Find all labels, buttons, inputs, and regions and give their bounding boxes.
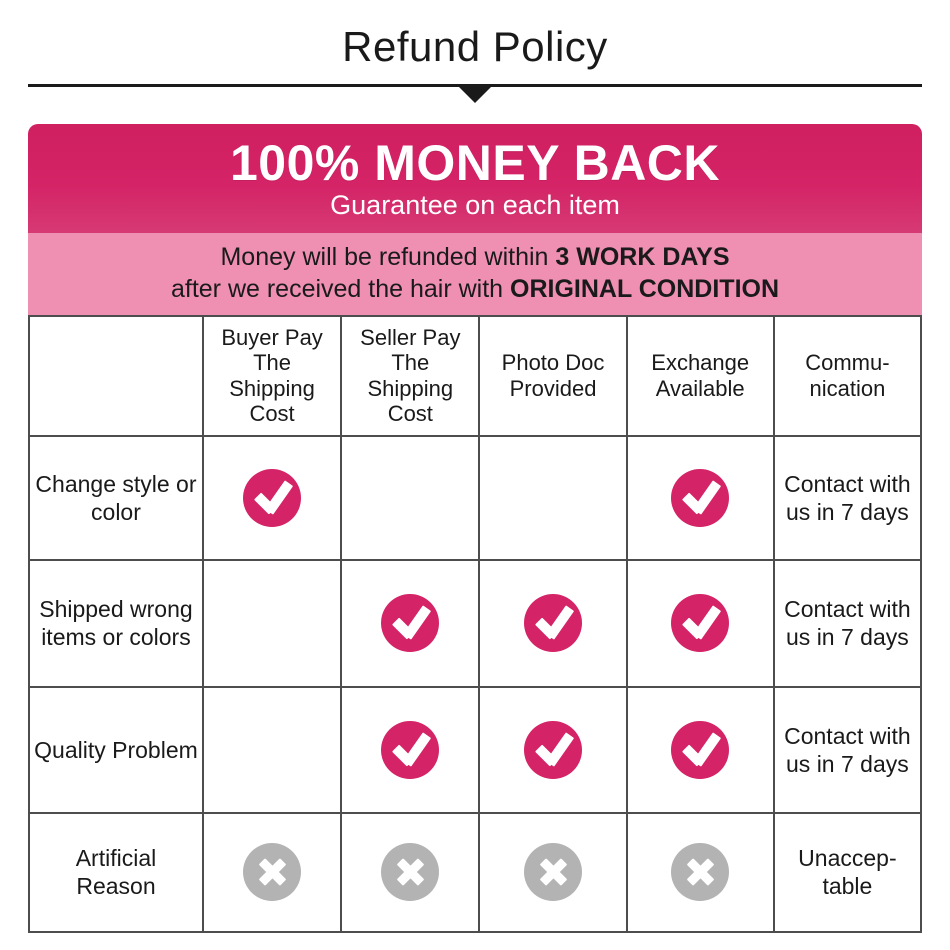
cell-buyer-pay — [203, 813, 341, 932]
header-communication: Commu- nication — [774, 316, 921, 436]
banner-bottom-section — [28, 233, 922, 315]
check-icon — [243, 469, 301, 527]
policy-table-wrapper — [28, 315, 922, 933]
header-buyer-pay-shipping: Buyer Pay The Shipping Cost — [203, 316, 341, 436]
banner-headline: 100% MONEY BACK — [229, 135, 721, 192]
cell-exchange — [627, 813, 774, 932]
header-seller-pay-shipping: Seller Pay The Shipping Cost — [341, 316, 479, 436]
header-exchange-available: Exchange Available — [627, 316, 774, 436]
banner-top-section — [28, 124, 922, 233]
check-icon — [671, 721, 729, 779]
cell-buyer-pay — [203, 560, 341, 687]
banner-line-1-emphasis: 3 WORK DAYS — [555, 242, 730, 271]
check-icon — [524, 721, 582, 779]
cell-communication: Contact with us in 7 days — [774, 687, 921, 813]
table-row — [29, 687, 921, 813]
cross-icon — [243, 843, 301, 901]
cell-buyer-pay — [203, 436, 341, 560]
cross-icon — [381, 843, 439, 901]
cell-seller-pay — [341, 560, 479, 687]
table-row — [29, 560, 921, 687]
cell-seller-pay — [341, 436, 479, 560]
check-icon — [381, 721, 439, 779]
page-title: Refund Policy — [342, 23, 608, 70]
cell-buyer-pay — [203, 687, 341, 813]
table-row — [29, 813, 921, 932]
cross-icon — [671, 843, 729, 901]
banner-line-2-prefix: after we received the hair with — [170, 274, 511, 303]
table-header — [29, 316, 921, 436]
title-divider — [0, 84, 950, 106]
policy-table — [28, 315, 922, 933]
row-reason-label: Artificial Reason — [29, 813, 203, 932]
cell-photo-doc — [479, 560, 626, 687]
banner-subheadline: Guarantee on each item — [330, 190, 620, 221]
header-reason — [29, 316, 203, 436]
cell-exchange — [627, 560, 774, 687]
cell-exchange — [627, 436, 774, 560]
cell-photo-doc — [479, 687, 626, 813]
cell-communication: Unaccep- table — [774, 813, 921, 932]
money-back-banner — [28, 124, 922, 315]
cell-communication: Contact with us in 7 days — [774, 560, 921, 687]
row-reason-label: Quality Problem — [29, 687, 203, 813]
cell-seller-pay — [341, 813, 479, 932]
banner-refund-line-2 — [38, 273, 912, 305]
row-reason-label: Change style or color — [29, 436, 203, 560]
banner-line-2-emphasis: ORIGINAL CONDITION — [510, 274, 780, 303]
table-row — [29, 436, 921, 560]
table-header-row — [29, 316, 921, 436]
check-icon — [524, 594, 582, 652]
header-photo-doc-provided: Photo Doc Provided — [479, 316, 626, 436]
cell-exchange — [627, 687, 774, 813]
cell-communication: Contact with us in 7 days — [774, 436, 921, 560]
row-reason-label: Shipped wrong items or colors — [29, 560, 203, 687]
page-header — [0, 0, 950, 106]
cross-icon — [524, 843, 582, 901]
banner-line-1-prefix: Money will be refunded within — [220, 242, 556, 271]
check-icon — [381, 594, 439, 652]
cell-photo-doc — [479, 436, 626, 560]
banner-refund-line-1 — [38, 241, 912, 273]
check-icon — [671, 594, 729, 652]
cell-seller-pay — [341, 687, 479, 813]
check-icon — [671, 469, 729, 527]
table-body — [29, 436, 921, 932]
cell-photo-doc — [479, 813, 626, 932]
divider-arrow-icon — [458, 86, 492, 103]
